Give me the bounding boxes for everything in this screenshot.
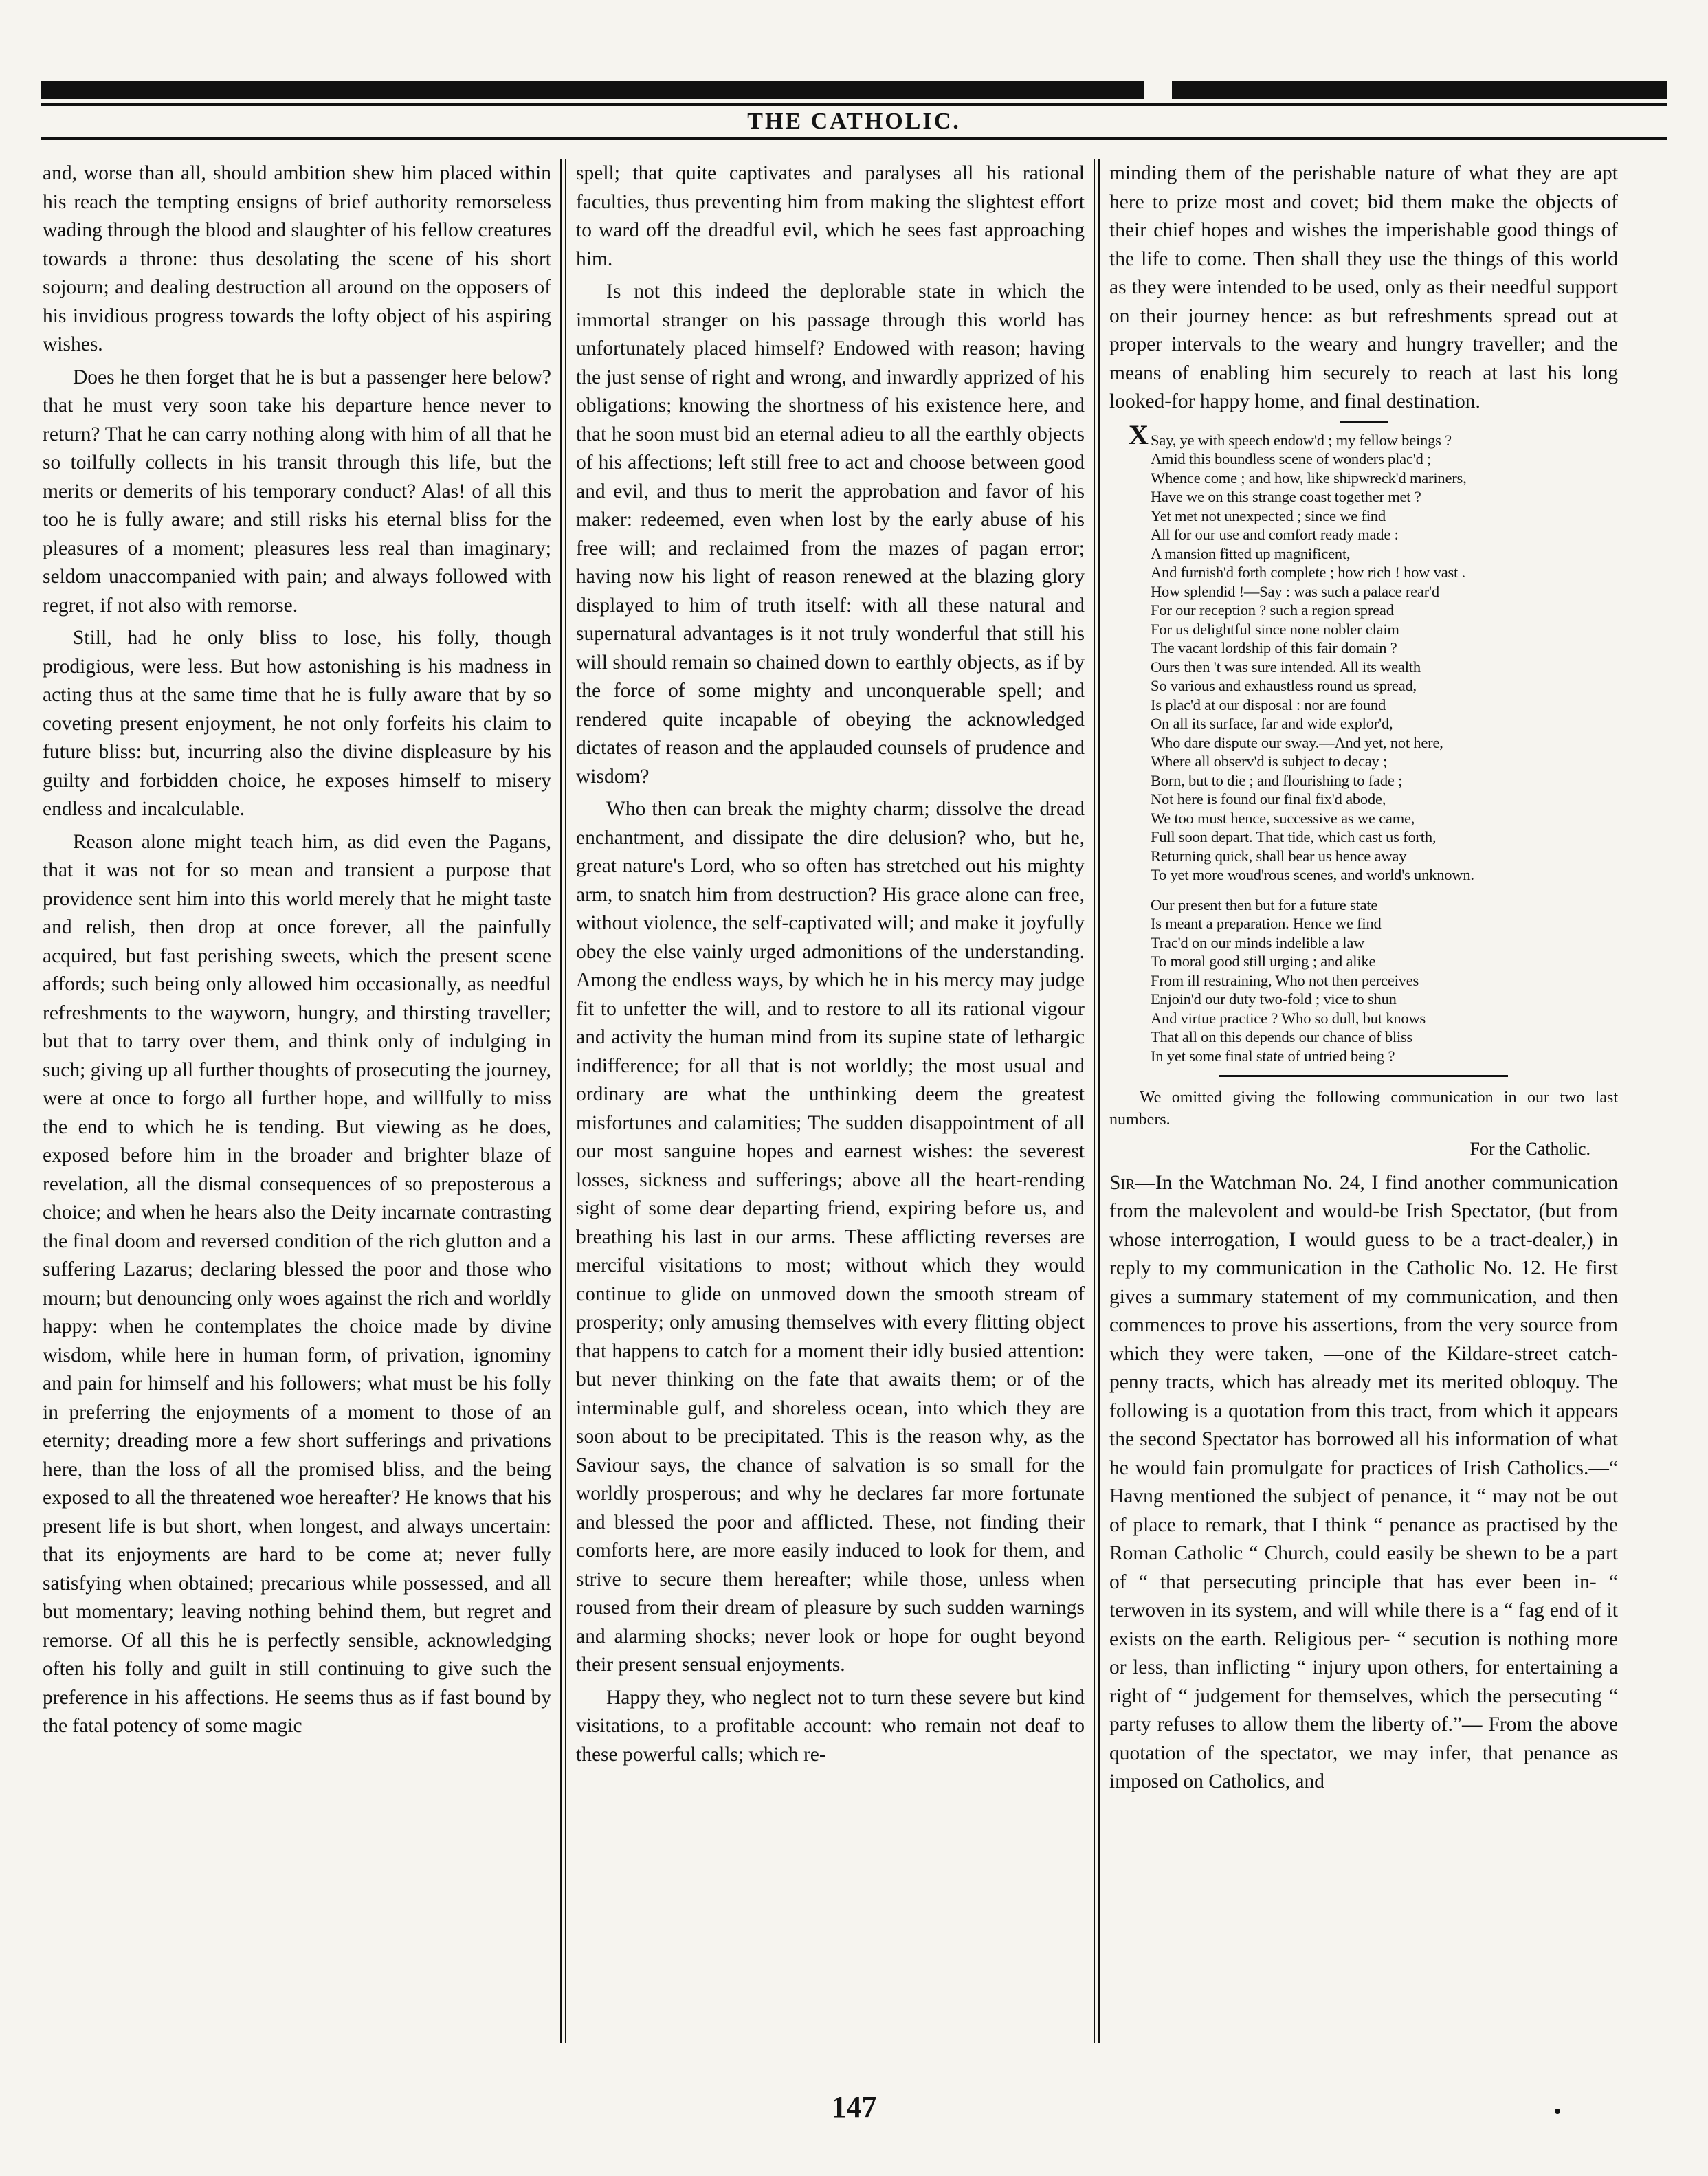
poem-stanza-2-line: In yet some final state of untried being ? [1151,1047,1395,1065]
poem-stanza-1-line: Whence come ; and how, like shipwreck'd mariners, [1151,469,1467,487]
editor-note: We omitted giving the following communication in our two last numbers. [1109,1089,1618,1129]
column-divider-1 [560,159,566,2043]
poem-stanza-1-line: Not here is found our final fix'd abode, [1151,790,1386,808]
column-2 [576,159,1085,2050]
page-number: 147 [831,2090,877,2124]
col1-paragraph-3: Still, had he only bliss to lose, his folly, though prodigious, were less. But how astonishing is his madness in acting thus at the same time that he is fully aware that by so coveting present enjoyment, he not only forfeits his claim to future bliss: but, incurring also the divine displeasure by his guilty and forbidden choice, he exposes himself to misery endless and incalculable. [43,627,551,820]
column-3 [1109,159,1618,2050]
poem-stanza-2-line: Our present then but for a future state [1151,896,1378,913]
header-rule-left [41,81,1144,99]
poem-stanza-1-line: Returning quick, shall bear us hence away [1151,847,1407,865]
poem-stanza-1-line: Have we on this strange coast together met ? [1151,488,1421,505]
poem-stanza-1-line: For our reception ? such a region spread [1151,601,1394,619]
poem-stanza-2-line: And virtue practice ? Who so dull, but knows [1151,1009,1426,1027]
col1-paragraph-4: Reason alone might teach him, as did even the Pagans, that it was not for so mean and transient a purpose that providence sent him into this world merely that he might taste and relish, then drop at once forever, all the painfully acquired, but fast perishing sweets, which the present scene affords; such being only allowed him occasionally, as needful refreshments to the wayworn, hungry, and thirsting traveller; but that to tarry over them, and think only of indulging in such; giving up all further thoughts of prosecuting the journey, were at once to forgo all further hope, and willfully to miss the end to which he is tending. But viewing as he does, exposed before him in the broader and brighter blaze of revelation, all the dismal consequences of so preposterous a choice; and when he hears also the Deity incarnate contrasting the final doom and reversed condition of the rich glutton and a suffering Lazarus; declaring blessed the poor and those who mourn; but denouncing only woes against the rich and worldly happy: when he contemplates the choice made by divine wisdom, while here in human form, of privation, ignominy and pain for himself and his followers; what must be his folly in preferring the enjoyments of a moment to those of an eternity; dreading more a few short sufferings and privations here, than the loss of all the promised bliss, and the being exposed to all the threatened woe hereafter? He knows that his present life is but short, when longest, and always uncertain: that its enjoyments are hard to be come at; never fully satisfying when obtained; precarious while possessed, and all but momentary; leaving nothing behind them, but regret and remorse. Of all this he is perfectly sensible, acknowledging often his folly and guilt in still continuing to give such the preference in his affections. He seems thus as if fast bound by the fatal potency of some magic [43,830,551,1737]
poem-stanza-1-line: We too must hence, successive as we came, [1151,809,1415,827]
section-divider [1340,421,1388,423]
poem-stanza-1-line: A mansion fitted up magnificent, [1151,544,1351,562]
byline: For the Catholic. [1469,1139,1590,1159]
poem-stanza-2-line: Trac'd on our minds indelible a law [1151,933,1365,951]
poem-stanza-1-line: Born, but to die ; and flourishing to fade ; [1151,771,1403,789]
poem-stanza-1-line: How splendid !—Say : was such a palace rear'd [1151,582,1439,600]
letter-salutation: Sir [1109,1171,1135,1194]
column-1 [43,159,551,2050]
poem-stanza-1-line: For us delightful since none nobler claim [1151,620,1399,638]
poem-stanza-1-line: Amid this boundless scene of wonders plac'd ; [1151,450,1432,467]
header-rule-thin [41,103,1667,106]
col2-paragraph-1: spell; that quite captivates and paralyses all his rational faculties, thus preventing him from making the slightest effort to ward off the dreadful evil, which he sees fast approaching him. [576,162,1085,270]
poem-stanza-1-line: So various and exhaustless round us spread, [1151,677,1417,694]
letter-body: —In the Watchman No. 24, I find another communication from the malevolent and would-be Irish Spectator, (but from whose interrogation, I would guess to be a tract-dealer,) in reply to my communication in the Catholic No. 12. He first gives a summary statement of my communication, and then commences to prove his assertions, from the very source from which they were taken, —one of the Kildare-street catch-penny tracts, which has already met its merited obloquy. The following is a quotation from this tract, from which it appears the second Spectator has borrowed all his information of what he would fain promulgate for practices of Irish Catholics.—“ Havng mentioned the subject of penance, it “ may not be out of place to remark, that I think “ penance as practised by the Roman Catholic “ Church, could easily be shewn to be a part of “ that persecuting principle that has ever been in- “ terwoven in its system, and will while there is a “ fag end of it exists on the earth. Religious per- “ secution is nothing more or less, than inflicting “ injury upon others, for entertaining a right of “ judgement for themselves, which the persecuting “ party refuses to allow them the liberty of.”— From the above quotation of the spectator, we may infer, that penance as imposed on Catholics, and [1109,1171,1618,1792]
poem-stanza-2-line: To moral good still urging ; and alike [1151,953,1376,970]
poem-stanza-2 [1151,896,1618,1066]
masthead-title: THE CATHOLIC. [747,109,961,134]
col3-paragraph-1: minding them of the perishable nature of what they are apt here to prize most and covet; bid them make the objects of their chief hopes and wishes the imperishable good things of the life to come. Then shall they use the things of this world as they were intended to be used, only as their needful support on their journey hence: as but refreshments spread out at proper intervals to the weary and hungry traveller; and the means of enabling him securely to reach at last his long looked-for happy home, and final destination. [1109,162,1618,412]
poem-stanza-1-line: Yet met not unexpected ; since we find [1151,507,1386,524]
column-divider-2 [1094,159,1100,2043]
masthead-underline [41,137,1667,140]
cross-mark: X [1129,419,1149,450]
poem-stanza-1-line: Is plac'd at our disposal : nor are found [1151,696,1386,713]
col2-paragraph-3: Who then can break the mighty charm; dissolve the dread enchantment, and dissipate the dire delusion? who, but he, great nature's Lord, who so often has stretched out his mighty arm, to snatch him from destruction? His grace alone can free, without violence, the self-captivated will; and make it joyfully obey the else vainly urged admonitions of the understanding. Among the endless ways, by which he in his mercy may judge fit to unfetter the will, and to restore to all its rational vigour and activity the human mind from its supine state of lethargic indifference; for all that is not worldly; the most usual and ordinary are what the unthinking deem the greatest misfortunes and calamities; The sudden disappointment of all our most sanguine hopes and earnest wishes: the severest losses, sickness and sufferings; above all the heart-rending sight of some dear departing friend, expiring before us, and breathing his last in our arms. These afflicting reverses are merciful visitations to most; without which they would continue to glide on unmoved down the smooth stream of prosperity; only amusing themselves with every flitting object that happens to catch for a moment their idly busied attention: but never thinking on the fate that awaits them; or of the interminable gulf, and shoreless ocean, into which they are soon about to be precipitated. This is the reason why, as the Saviour says, the chance of salvation is so small for the worldly prosperous; and why he declares far more fortunate and blessed the poor and afflicted. These, not finding their comforts here, are more easily induced to look for them, and strive to secure them hereafter; while those, unless when roused from their dream of pleasure by such sudden warnings and alarming shocks; never look or hope for ought beyond their present sensual enjoyments. [576,798,1085,1676]
poem-stanza-1-line: Ours then 't was sure intended. All its wealth [1151,658,1421,676]
poem-stanza-1-line: Full soon depart. That tide, which cast us forth, [1151,828,1437,845]
poem-stanza-1-line: Say, ye with speech endow'd ; my fellow beings ? [1151,431,1452,449]
poem-section [1109,421,1618,1066]
poem-stanza-1-line: On all its surface, far and wide explor'd, [1151,715,1393,732]
col1-paragraph-1: and, worse than all, should ambition shew him placed within his reach the tempting ensigns of brief authority remorseless wading through the blood and slaughter of his fellow creatures towards a throne: thus desolating the scene of his short sojourn; and dealing destruction all around on the opposers of his invidious progress towards the lofty object of his aspiring wishes. [43,162,551,355]
poem-stanza-2-line: That all on this depends our chance of bliss [1151,1028,1413,1045]
poem-stanza-1-line: To yet more woud'rous scenes, and world's unknown. [1151,866,1474,883]
letter-paragraph [1109,1169,1618,1797]
poem-stanza-1-line: Who dare dispute our sway.—And yet, not here, [1151,733,1443,751]
page-mark-dot [1555,2109,1560,2114]
col1-paragraph-2: Does he then forget that he is but a passenger here below? that he must very soon take his departure hence never to return? That he can carry nothing along with him of all that he so toilfully collects in his transit through this life, but the merits or demerits of his temporary conduct? Alas! of all this too he is fully aware; and still risks his eternal bliss for the pleasures of a moment; pleasures less real than imaginary; seldom unaccompanied with pain; and always followed with regret, if not also with remorse. [43,366,551,617]
poem-stanza-1-line: The vacant lordship of this fair domain ? [1151,639,1397,656]
section-divider-long [1219,1075,1508,1077]
poem-stanza-2-line: Enjoin'd our duty two-fold ; vice to shun [1151,990,1397,1008]
poem-stanza-1-line: And furnish'd forth complete ; how rich ! how vast . [1151,564,1465,581]
poem-stanza-2-line: Is meant a preparation. Hence we find [1151,915,1382,932]
poem-stanza-1 [1151,431,1618,885]
poem-stanza-1-line: Where all observ'd is subject to decay ; [1151,753,1388,770]
header-rule-right [1172,81,1667,99]
poem-stanza-1-line: All for our use and comfort ready made : [1151,526,1399,543]
col2-paragraph-2: Is not this indeed the deplorable state in which the immortal stranger on his passage through this world has unfortunately placed himself? Endowed with reason; having the just sense of right and wrong, and inwardly apprized of his obligations; knowing the shortness of his existence here, and that he soon must bid an eternal adieu to all the earthly objects of his affections; left still free to act and choose between good and evil, and thus to merit the approbation and favor of his maker: redeemed, even when lost by the early abuse of his free will; and reclaimed from the mazes of pagan error; having now his light of reason renewed at the blazing glory displayed to him of truth itself: with all these natural and supernatural advantages is it not truly wonderful that still his will should remain so chained down to earthly objects, as if by the force of some mighty and unconquerable spell; and rendered quite incapable of obeying the acknowledged dictates of reason and the applauded counsels of prudence and wisdom? [576,280,1085,788]
poem-stanza-2-line: From ill restraining, Who not then perceives [1151,971,1419,989]
col2-paragraph-4: Happy they, who neglect not to turn these severe but kind visitations, to a profitable account: who remain not deaf to these powerful calls; which re- [576,1686,1085,1766]
